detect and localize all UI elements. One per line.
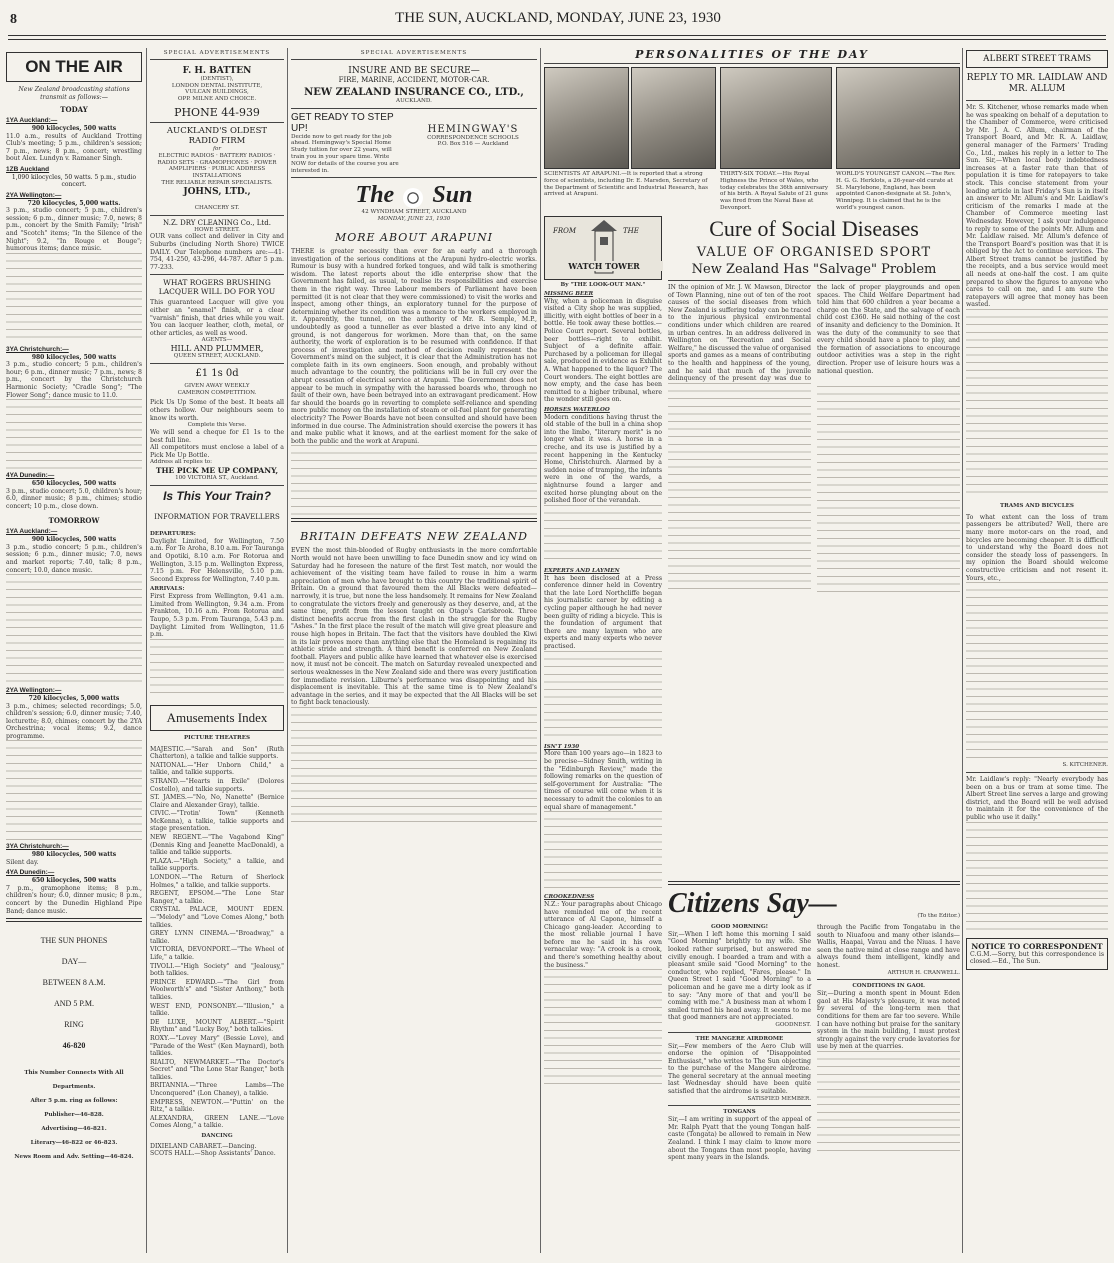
photo-caption: SCIENTISTS AT ARAPUNI.—It is reported that a strong force of scientists, including Dr. E. Marsden, Secretary of the Department of Scientific and Industrial Research, has arrived at Arapuni.: [544, 171, 708, 198]
amusement-listing: BRITANNIA.—"Three Lambs—The Unconquered" (Lon Chaney), a talkie.: [150, 1082, 284, 1098]
amusement-listing: EMPRESS, NEWTON.—"Puttin' on the Ritz," a talkie.: [150, 1098, 284, 1114]
watch-tower-text: Why, when a policeman in disguise visited a City shop he was supplied, illicitly, with eight bottles of beer in a bottle. He took away these bottles.—Police Court report. Several bottles, beer bottles—right to exhibit. Subject of a definite affair. Purchased by a policeman for illegal sale, produced in evidence as Exhibit A. What happened to the liquor? The Court wonders. The eight bottles are now empty, and the case has been remitted to a higher tribunal, where the wonder still goes on.: [544, 297, 662, 404]
amusements-list: [150, 746, 284, 1131]
station-name: 1YA Auckland:—: [6, 117, 58, 125]
scientist-photo: [544, 67, 629, 169]
phones-line: RING: [64, 1020, 84, 1030]
train-subtitle: INFORMATION FOR TRAVELLERS: [154, 513, 280, 522]
letter-body: Sir,—When I left home this morning I said "Good Morning" brightly to my wife. She looked rather surprised, but answered me civilly enough. I boarded a tram and with a pleasant smile said "Good Morning" to the conductor, who replied, "Fares, please." In Queen Street I said "Good Morning" to a policeman and he gave me a dirty look as if to say: "Any more of that and you'll be coming with me." A business man at whom I smiled turned his head away. It seems to me that good manners are not appreciated.: [668, 930, 811, 1022]
pick-me-up-ad: [150, 368, 284, 482]
amusement-listing: NATIONAL.—"Her Unborn Child," a talkie, and talkie supports.: [150, 761, 284, 777]
page-number: 8: [10, 12, 17, 27]
station-name: 4YA Dunedin:—: [6, 869, 55, 877]
watch-tower-text: N.Z.: Your paragraphs about Chicago have reminded me of the recent utterance of Al Capone, himself a Chicago gang-leader. According to the most reliable journal I have before me he said in his own vernacular way: "A crook is a crook, and there's something healthy about the business.": [544, 900, 662, 969]
text-filler: [544, 969, 662, 1089]
letter-signature: SATISFIED MEMBER.: [747, 1095, 811, 1102]
watch-tower-subhead: CROOKEDNESS: [544, 894, 595, 901]
arrivals-heading: ARRIVALS:: [150, 586, 185, 593]
divider: [817, 979, 960, 980]
station-spec: 980 kilocycles, 500 watts: [31, 353, 117, 361]
special-ads-header: SPECIAL ADVERTISEMENTS: [150, 48, 284, 60]
amusement-listing: REGENT, EPSOM.—"The Lone Star Ranger," a talkie.: [150, 890, 284, 905]
hemingway-ad: [291, 112, 537, 175]
text-filler: [544, 651, 662, 741]
letter-signature: S. KITCHENER.: [1062, 762, 1108, 769]
letter-heading: TONGANS: [723, 1109, 756, 1116]
nameplate-date: MONDAY, JUNE 23, 1930: [377, 216, 451, 223]
radio-headline: RADIO FIRM: [188, 135, 246, 146]
cure-headline: Cure of Social Diseases: [709, 216, 919, 241]
batten-line: OPP. MILNE AND CHOICE.: [177, 96, 257, 103]
citizens-say-subtitle: (To the Editor.): [917, 913, 960, 920]
lacquer-agent-name: HILL AND PLUMMER,: [170, 344, 264, 354]
competition-text: Pick Us Up Some of the best. It beats all others hollow. Our neighbours seem to know its worth.: [150, 399, 284, 422]
phones-footer-line: Literary—46-822 or 46-823.: [30, 1140, 118, 1147]
amusement-listing: GREY LYNN CINEMA.—"Broadway," a talkie.: [150, 930, 284, 945]
station-listing: [6, 869, 142, 915]
text-filler: [544, 505, 662, 565]
batten-ad: [150, 66, 284, 119]
divider: [291, 108, 537, 109]
hemingway-headline: GET READY TO STEP UP!: [291, 111, 394, 134]
amusement-listing: DE LUXE, MOUNT ALBERT.—"Spirit Rhythm" and "Lucky Boy," both talkies.: [150, 1018, 284, 1034]
text-filler: [150, 639, 284, 699]
trams-bicycles-heading: TRAMS AND BICYCLES: [1000, 503, 1074, 510]
competition-line: All competitors must enclose a label of a Pick Me Up Bottle.: [150, 444, 284, 459]
column-rule: [540, 48, 541, 1253]
insure-company: NEW ZEALAND INSURANCE CO., LTD.,: [304, 86, 524, 98]
editorial-column: [291, 48, 537, 1253]
station-programme: 3 p.m., studio concert; 5 p.m., children's hour; 6 p.m., dinner music; 7 p.m., news; 8 p.m., concert by the Christchurch Harmonic Society; "Cradle Song"; "The Flower Song"; dance music to 11.0.: [6, 361, 142, 399]
competition-line: We will send a cheque for £1 1s to the best full line.: [150, 429, 284, 444]
station-spec: 900 kilocycles, 500 watts: [31, 125, 117, 133]
station-spec: 720 kilocycles, 5,000 watts: [28, 695, 120, 703]
column-rule: [962, 48, 963, 1253]
insure-headline: INSURE AND BE SECURE—: [348, 65, 480, 76]
on-the-air-title: ON THE AIR: [6, 52, 142, 82]
batten-line: VULCAN BUILDINGS,: [185, 89, 249, 96]
lacquer-ad: [150, 278, 284, 360]
lacquer-agent-address: QUEEN STREET, AUCKLAND.: [173, 353, 261, 360]
watch-tower-byline: By "THE LOOK-OUT MAN.": [560, 282, 646, 288]
phones-footer-line: After 5 p.m. ring as follows:: [30, 1098, 118, 1105]
phones-number: 46-820: [62, 1041, 86, 1051]
station-name: 2YA Wellington:—: [6, 191, 62, 199]
phones-line: AND 5 P.M.: [53, 999, 94, 1009]
today-heading: TODAY: [60, 105, 88, 115]
station-name: 1ZB Auckland: [6, 165, 50, 173]
station-name: 2YA Wellington:—: [6, 687, 62, 695]
amusement-listing: RIALTO, NEWMARKET.—"The Doctor's Secret" and "The Lone Star Ranger," both talkies.: [150, 1058, 284, 1081]
photo-caption: WORLD'S YOUNGEST CANON.—The Rev. H. G. G. Herklots, a 26-year-old curate at St. Marylebone, England, has been appointed Canon-designate at St. John's, Winnipeg. It is claimed that he is the world's youngest canon.: [836, 171, 956, 211]
watch-tower-column: [544, 216, 662, 1089]
divider: [150, 485, 284, 486]
lacquer-title: WHAT ROGERS BRUSHING LACQUER WILL DO FOR YOU: [158, 278, 276, 297]
phones-footer: [6, 1066, 142, 1164]
amusement-listing: LONDON.—"The Return of Sherlock Holmes," a talkie, and talkie supports.: [150, 874, 284, 889]
sun-phones-box: [6, 930, 142, 1056]
cure-body-continued: [668, 383, 960, 593]
insure-types: FIRE, MARINE, ACCIDENT, MOTOR-CAR.: [338, 75, 490, 84]
divider: [668, 1105, 811, 1106]
station-programme: 3 p.m., studio concert; 5.0, children's hour; 6.0, dinner music; 8 p.m., chimes; studio concert; 10 p.m., close down.: [6, 487, 142, 510]
watch-tower-subhead: HORSES WATERLOO: [544, 406, 610, 413]
text-filler: [966, 309, 1108, 499]
cure-body: IN the opinion of Mr. J. W. Mawson, Director of Town Planning, nine out of ten of the root causes of the social diseases from which New Zealand is suffering today can be traced to the injurious physical environmental conditions under which children are reared in urban centres. In an address delivered in Wellington on "Recreation and Social Welfare," he discussed the value of organised sports and games as a means of contributing to the health and happiness of the young, and he said that much of the juvenile delinquency of the present day was due to the lack of proper playgrounds and open spaces. The Child Welfare Department had told him that 600 children a year became a charge on the State, and the salvage of each child cost £360. He said nothing of the cost of insanity and deficiency to the Dominion. It was the duty of the community to see that every child should have a place to play, and the formation of associations to encourage outdoor activities was a step in the right direction. Proper use of leisure hours was a national question.: [668, 284, 960, 383]
dancing-heading: DANCING: [201, 1133, 233, 1140]
divider: [150, 363, 284, 364]
text-filler: [6, 253, 142, 343]
text-filler: [668, 383, 960, 593]
station-spec: 720 kilocycles, 5,000 watts.: [27, 199, 121, 207]
train-info: [150, 489, 284, 699]
watch-tower-text: Modern conditions having thrust the old stable of the bull in a china shop into the limbo, "literary merit" is no longer what it was. A horse in a creche, and its use is justified by a recent happening in the Kentucky Home, Christchurch. Alarmed by a sudden noise of tramping, the infants were in one of the wards, a nightnurse found a larger and excited horse plunging about on the polished floor of the verandah.: [544, 413, 662, 505]
batten-name: F. H. BATTEN: [182, 65, 252, 76]
station-spec: 980 kilocycles, 500 watts: [31, 851, 117, 859]
hemingway-sub: CORRESPONDENCE SCHOOLS: [427, 134, 519, 141]
prince-of-wales-photo: [720, 67, 832, 169]
competition-prize: £1 1s 0d: [195, 367, 239, 379]
watch-tower-subhead: EXPERTS AND LAYMEN: [544, 567, 620, 574]
station-spec: 1,090 kilocycles, 50 watts. 5 p.m., studio concert.: [11, 173, 137, 189]
station-spec: 900 kilocycles, 500 watts: [31, 536, 117, 544]
radio-ad: [150, 126, 284, 212]
divider: [150, 215, 284, 216]
cure-article: [668, 216, 960, 593]
insure-city: AUCKLAND.: [396, 97, 432, 104]
competition-line: GIVEN AWAY WEEKLY: [184, 382, 250, 389]
sun-emblem-icon: [403, 188, 423, 208]
radio-address: CHANCERY ST.: [194, 204, 240, 211]
albert-street-title: ALBERT STREET TRAMS: [966, 50, 1108, 68]
station-programme: 3 p.m., studio concert; 5 p.m., children's session; 6 p.m., dinner music; 7.0, news; 8 p.m., concert by the Smith Family; "Irish" and "Scotch" items; "In the Silence of the Night"; 9.2, "In Rouge et Bouge"; humorous items; dance music.: [6, 207, 142, 253]
station-listing: [6, 528, 142, 684]
station-name: 1YA Auckland:—: [6, 528, 58, 536]
amusements-index-title: Amusements Index: [150, 705, 284, 731]
text-filler: [6, 574, 142, 684]
amusement-listing: TIVOLI.—"High Society" and "Jealousy," both talkies.: [150, 962, 284, 978]
albert-street-body: Mr. S. Kitchener, whose remarks made when he was speaking on behalf of a deputation to the Chamber of Commerce, were criticised by Mr. J. A. C. Allum, chairman of the Transport Board, and Mr. R. A. Laidlaw, general manager of the Farmers' Trading Co., Ltd., makes his reply in a letter to The Sun. Sir,—When local body indebtedness increases at a faster rate than that of population it is time for ratepayers to take stock. This concise statement from your leading article in last Friday's Sun is in itself an answer to Mr. Allum's and Mr. Laidlaw's criticism of the remarks I made at the Chamber of Commerce meeting last Wednesday. However, I ask your indulgence to reply to some of the points Mr. Allum and Mr. Laidlaw raised. Mr. Allum's defence of the Transport Board's position was that it is obliged by the Act to continue services. The Albert Street trams cannot be justified by the receipts, and a bus service would meet all needs at one-half the cost. I am quite prepared to show the figures to anyone who cares to call on me, and I am sure the ratepayers will agree that money has been wasted.: [966, 104, 1108, 309]
personality-card: [720, 67, 832, 212]
cure-subhead-2: New Zealand Has "Salvage" Problem: [691, 262, 937, 277]
lacquer-agents: AGENTS—: [201, 337, 233, 344]
notice-text: C.G.M.—Sorry, but this correspondence is closed.—Ed., The Sun.: [970, 950, 1104, 966]
competition-line: Address all replies to:: [150, 459, 212, 466]
editorial-body: THERE is greater necessity than ever for an early and a thorough investigation of the serious conditions at the Arapuni hydro-electric works. Rumour is busy with a hundred forked tongues, and wild talk is smothering wisdom. The latest reports about the idle enterprise show that the Government has failed, as usual, to realise its responsibilities and exercise them in the right way. Three Labour members of Parliament have been permitted (it is not clear that they were commissioned) to visit the works and inspect, among other things, an exploratory tunnel for the purpose of determining whether its condition was a menace to the workers employed in it. Apparently, the tunnel, on the authority of Mr. R. Semple, M.P., undoubtedly as good a tunneller as ever blasted a drive into any kind of ground, is not dangerous for workmen. More than that, on the same authority, the work of exploration is to be resumed with confidence. If that process of investigation and method of decision really represent the Government's mind on the subject, it is clear that the Administration has not complete faith in its own engineers. Soon enough, and probably without much advantage to the country, the politicians will be in full cry over the abrupt cessation of electrical service at Arapuni. The Government does not appear to be much in sympathy with the harassed boards who, through no fault of their own, have been betrayed into an extravagant predicament. How far should the boards go in reverting to complete self-reliance and spending more public money on the installation of steam or oil-fuel plant for generating electricity? The Power Boards have not been consulted and should have been informed in due course. The Administration should exercise the powers it has and make public what it knows, and at the earliest moment for the sake of both the public and the work at Arapuni.: [291, 247, 537, 445]
station-listing: [6, 472, 142, 510]
station-listing: [6, 346, 142, 469]
personality-card: [836, 67, 960, 212]
tomorrow-heading: TOMORROW: [48, 516, 100, 526]
letter-heading: GOOD MORNING!: [710, 924, 769, 930]
station-listing: [6, 843, 142, 866]
phones-footer-line: Advertising—46-821.: [41, 1126, 107, 1133]
amusement-listing: PRINCE EDWARD.—"The Girl from Woolworth's" and "Sister Anthony," both talkies.: [150, 978, 284, 1001]
station-programme: 11.0 a.m., results of Auckland Trotting Club's meeting; 5 p.m., children's session; 7 p.m., news; 8 p.m., concert; wrestling bout Alex. Lundyn v. Ramaner Singh.: [6, 132, 142, 163]
text-filler: [817, 1051, 960, 1151]
amusement-listing: ALEXANDRA, GREEN LANE.—"Love Comes Along," a talkie.: [150, 1114, 284, 1130]
amusement-listing: MAJESTIC.—"Sarah and Son" (Ruth Chatterton), a talkie and talkie supports.: [150, 745, 284, 761]
text-filler: [544, 811, 662, 891]
dry-cleaning-ad: [150, 219, 284, 272]
nameplate-address: 42 WYNDHAM STREET, AUCKLAND: [361, 209, 467, 216]
batten-line: LONDON DENTAL INSTITUTE,: [171, 82, 263, 89]
amusement-listing: NEW REGENT.—"The Vagabond King" (Dennis King and Jeanette MacDonald), a talkie and talkie supports.: [150, 834, 284, 857]
radio-tagline: THE RELIABLE REPAIR SPECIALISTS.: [161, 179, 273, 186]
text-filler: [966, 822, 1108, 932]
divider: [668, 881, 960, 885]
phones-line: BETWEEN 8 A.M.: [42, 978, 106, 988]
column-rule: [146, 48, 147, 1253]
amusement-listing: PLAZA.—"High Society," a talkie, and talkie supports.: [150, 857, 284, 873]
letter-body: Sir,—Few members of the Aero Club will endorse the opinion of "Disappointed Enthusiast," who writes to The Sun objecting to the purchase of the Mangere airdrome. The general secretary at the annual meeting last Wednesday should have been quite satisfied that the airdrome is suitable.: [668, 1042, 811, 1096]
insurance-ad: [291, 66, 537, 105]
station-listing: [6, 166, 142, 189]
amusement-listing: CRYSTAL PALACE, MOUNT EDEN.—"Melody" and "Love Comes Along," both talkies.: [150, 906, 284, 929]
dancing-item: DIXIELAND CABARET.—Dancing.: [150, 1142, 257, 1150]
cure-subhead: VALUE OF ORGANISED SPORT: [696, 245, 932, 260]
news-column: [544, 48, 960, 1253]
masthead-rule: [8, 35, 1106, 40]
phones-footer-line: News Room and Adv. Setting—46-824.: [14, 1154, 134, 1161]
logo-the: THE: [623, 227, 639, 235]
pick-me-up-company: THE PICK ME UP COMPANY,: [155, 466, 279, 476]
editorial-body: EVEN the most thin-blooded of Rugby enthusiasts in the more comfortable North would not have been unwilling to face Dunedin snow and icy wind on Saturday had he foreseen the nature of the first Test match, nor would the achievement of the visiting team have failed to rouse in him a warm appreciation of men who have brought to this country the traditional spirit of Britain. On a ground that favoured them the All Blacks were defeated—narrowly, it is true, but none the less handsomely. It remains for New Zealand to congratulate the victors freely and generously as they deserve, and, at the same time, profit from the lesson taught on Otago's Carisbrook. Three distinct benefits accrue from the first clash in the struggle for the Rugby "Ashes." In the first place the result of the match will give great pleasure and rouse high hopes in Britain. The fact that the visitors have doubled the Kiwi in its lair proves more than anything else that the Homeland is regaining its athletic stride and strength. A third benefit is conferred on New Zealand football. Players and public alike have learned that whatever else is exercised now, it must not be conceit. The match on Saturday revealed unexpected and serious weaknesses in the New Zealand side and there was every justification for immediate revision. Lilburne's performance was disappointing and his displacement is inevitable. This at the same time is to New Zealand's advantage in the series, and it may be expected that the All Blacks will be set to fight back tenaciously.: [291, 547, 537, 707]
editorial-title: BRITAIN DEFEATS NEW ZEALAND: [300, 530, 528, 544]
radio-for: for: [212, 145, 222, 152]
divider: [668, 280, 960, 281]
watch-tower-text: More than 100 years ago—in 1823 to be precise—Sidney Smith, writing in the "Edinburgh Review," made the following remarks on the question of self-government for Australia: "The times of course will come when it is necessary to admit the colonies to an equal share of management.": [544, 750, 662, 811]
text-filler: [966, 582, 1108, 762]
radio-headline: AUCKLAND'S OLDEST: [166, 125, 268, 136]
pick-me-up-address: 100 VICTORIA ST., Auckland.: [175, 475, 259, 482]
phones-footer-line: Publisher—46-828.: [44, 1112, 104, 1119]
masthead: [8, 6, 1106, 40]
personalities-heading: PERSONALITIES OF THE DAY: [544, 48, 960, 64]
divider: [966, 100, 1108, 101]
letter-heading: CONDITIONS IN GAOL: [852, 983, 925, 990]
station-listing: [6, 192, 142, 343]
masthead-title: THE SUN, AUCKLAND, MONDAY, JUNE 23, 1930: [395, 10, 721, 26]
divider: [150, 274, 284, 275]
watch-tower-subhead: MISSING BEER: [544, 290, 594, 297]
text-filler: [291, 707, 537, 827]
phones-line: DAY—: [61, 957, 87, 967]
picture-theatres-heading: PICTURE THEATRES: [183, 734, 251, 741]
albert-street-column: [966, 48, 1108, 1253]
letter-signature: ARTHUR H. CRANWELL.: [887, 969, 960, 976]
phones-line: THE SUN PHONES: [40, 936, 108, 946]
on-the-air-column: [6, 48, 142, 1253]
arrivals-text: First Express from Wellington, 9.41 a.m. Limited from Wellington, 9.34 a.m. From Frankton, 10.16 a.m. From Rotorua and Taupo, 5.3 p.m. From Tauranga, 5.43 p.m. Daylight Limited from Wellington, 11.6 p.m.: [150, 593, 284, 639]
dancing-item: SCOTS HALL.—Shop Assistants' Dance.: [150, 1150, 276, 1158]
text-filler: [6, 740, 142, 840]
notice-box: [966, 938, 1108, 970]
departures-text: Daylight Limited, for Wellington, 7.50 a.m. For Te Aroha, 8.10 a.m. For Tauranga and Opotiki, 8.10 a.m. For Rotorua and Wellington, 3.15 p.m. Wellington Express, 7.15 p.m. For Helensville, 5.10 p.m. Second Express for Wellington, 7.40 p.m.: [150, 537, 284, 583]
special-ads-column-left: [150, 48, 284, 1253]
phones-footer-line: This Number Connects With All Departments.: [24, 1070, 124, 1091]
dry-cleaning-address: HOWE STREET.: [194, 226, 240, 233]
logo-name: WATCH TOWER: [545, 261, 663, 271]
watch-tower-subhead: ISN'T 1930: [544, 743, 580, 750]
text-filler: [291, 445, 537, 515]
personality-card: [544, 67, 716, 212]
watch-tower-text: It has been disclosed at a Press conference dinner held in Coventry that the late Lord Northcliffe began his journalistic career by editing a cycling paper although he had never been guilty of riding a bicycle. This is the foundation of argument that there are many laymen who are experts and many experts who never practised.: [544, 574, 662, 650]
radio-firm-name: JOHNS, LTD.,: [183, 186, 251, 197]
special-ads-header: SPECIAL ADVERTISEMENTS: [291, 48, 537, 60]
citizens-say-title: Citizens Say—: [668, 888, 837, 919]
station-spec: 650 kilocycles, 500 watts: [31, 877, 117, 885]
departures-heading: DEPARTURES:: [150, 531, 196, 538]
station-name: 3YA Christchurch:—: [6, 843, 69, 851]
amusement-listing: VICTORIA, DEVONPORT.—"The Wheel of Life," a talkie.: [150, 946, 284, 961]
station-programme: Silent day.: [6, 858, 39, 866]
station-name: 3YA Christchurch:—: [6, 345, 69, 353]
editorial-title: MORE ABOUT ARAPUNI: [334, 230, 494, 244]
amusement-listing: CIVIC.—"Trotin' Town" (Kenneth McKenna), a talkie, talkie supports and stage presentation.: [150, 810, 284, 833]
letter-body: Sir,—I am writing in support of the appeal of Mr. Ralph Pyatt that the young Tongan half-caste (Tongata) be allowed to remain in New Zealand. I think I may claim to know more about the Tongans than most people, having spent many years in the Islands.: [668, 1116, 811, 1162]
batten-line: (DENTIST),: [200, 75, 234, 82]
station-programme: 7 p.m., gramophone items; 8 p.m., children's hour; 6.0, dinner music; 8 p.m., concert by the Dunedin Highland Pipe Band; dance music.: [6, 884, 142, 915]
dry-cleaning-text: OUR vans collect and deliver in City and Suburbs (including North Shore) TWICE DAILY. Our Telephone numbers are:—41-754, 41-250, 43-296, 44-787. After 5 p.m. 77-233.: [150, 233, 284, 271]
albert-street-subtitle: REPLY TO MR. LAIDLAW AND MR. ALLUM: [966, 73, 1108, 94]
divider: [150, 122, 284, 123]
personalities-photos: [544, 67, 960, 212]
divider: [291, 518, 537, 522]
letter-heading: THE MANGERE AIRDROME: [695, 1035, 784, 1042]
lacquer-text: This guaranteed Lacquer will give you either an "enamel" finish, or a clear "varnish" finish, that dries while you wait. You can lacquer leather, cloth, metal, or other articles, as well as wood.: [150, 299, 284, 337]
batten-phone: PHONE 44-939: [174, 105, 260, 119]
nameplate-the: The: [355, 182, 395, 209]
photo-caption: THIRTY-SIX TODAY.—His Royal Highness the Prince of Wales, who today celebrates the 36th anniversary of his birth. A Royal Salute of 21 guns was fired from the Naval Base at Devonport.: [720, 171, 829, 211]
letter-body: Sir,—During a month spent in Mount Eden gaol at His Majesty's pleasure, it was noted by several of the long-term men that conditions for them are far too severe. While I can have nothing but praise for the sanitary system in the main building, I must protest strongly against the very crude lavatories for use by men at the quarries.: [817, 990, 960, 1051]
competition-line: Complete this Verse.: [187, 422, 247, 429]
divider: [291, 177, 537, 178]
amusement-listing: STRAND.—"Hearts in Exile" (Dolores Costello), and talkie supports.: [150, 777, 284, 793]
hemingway-box: P.O. Box 516 — Auckland: [437, 141, 509, 148]
nameplate-sun: Sun: [432, 182, 473, 209]
watch-tower-logo: [544, 216, 662, 280]
text-filler: [6, 399, 142, 469]
column-rule: [287, 48, 288, 1253]
station-listing: [6, 687, 142, 840]
station-name: 4YA Dunedin:—: [6, 472, 55, 480]
competition-line: CAMERON COMPETITION.: [177, 389, 257, 396]
canon-photo: [836, 67, 960, 169]
station-spec: 650 kilocycles, 500 watts: [31, 480, 117, 488]
hemingway-name: HEMINGWAY'S: [427, 123, 519, 135]
scientist-photo: [631, 67, 716, 169]
albert-street-body: To what extent can the loss of tram passengers be attributed? Well, there are many more motor-cars on the road, and bicycles are becoming cheaper. It is difficult to understand why the Board does not consider the steady loss of passengers. In my opinion the Board should welcome constructive criticism and not resent it. Yours, etc.,: [966, 513, 1108, 582]
letter-body: through the Pacific from Tongatabu in the south to Niuafoou and many other islands—Wallis, Haapai, Vavau and the Niuas. I have seen the native mind at close range and have always found them intelligent, kindly and honest.: [817, 924, 960, 969]
amusement-listing: ST. JAMES.—"No, No, Nanette" (Bernice Claire and Alexander Gray), talkie.: [150, 794, 284, 809]
citizens-say-section: [668, 878, 960, 1162]
divider: [6, 918, 142, 922]
hemingway-text: Decide now to get ready for the job ahead. Hemingway's Special Home Study tuition for over 22 years, will train you in your spare time. Write NOW for details of the course you are interested in.: [291, 133, 399, 174]
albert-street-body: Mr. Laidlaw's reply: "Nearly everybody has been on a bus or tram at some time. The Albert Street line serves a large and growing district, and the Board will be well advised to maintain it for the convenience of the public who use it daily.": [966, 775, 1108, 821]
radio-list: ELECTRIC RADIOS · BATTERY RADIOS · RADIO SETS · GRAMOPHONES · POWER AMPLIFIERS · PUBLIC ADDRESS INSTALLATIONS: [157, 152, 277, 180]
amusement-listing: ROXY.—"Lovey Mary" (Bessie Love), and "Parade of the West" (Ken Maynard), both talkies.: [150, 1034, 284, 1058]
station-listing: [6, 117, 142, 163]
divider: [966, 772, 1108, 773]
on-the-air-intro: New Zealand broadcasting stations transmit as follows:—: [18, 86, 130, 101]
divider: [668, 1032, 811, 1033]
the-sun-nameplate: [291, 182, 537, 223]
station-programme: 3 p.m., chimes; selected recordings; 5.0, children's session; 6.0, dinner music; 7.40, lecturette; 8.0, chimes; concert by the 2YA Orchestrina; vocal items; 9.2, dance programme.: [6, 702, 142, 740]
station-programme: 3 p.m., studio concert; 5 p.m., children's session; 6 p.m., dinner music; 7.0, news and market reports; 7.40, talk; 8 p.m., concert; 10.0, dance music.: [6, 543, 142, 574]
logo-from: FROM: [553, 227, 577, 235]
dry-cleaning-title: N.Z. DRY CLEANING Co., Ltd.: [163, 218, 271, 227]
amusement-listing: WEST END, PONSONBY.—"Illusion," a talkie.: [150, 1002, 284, 1018]
letter-signature: GOODNEST.: [775, 1021, 811, 1028]
notice-title: NOTICE TO CORRESPONDENT: [971, 941, 1103, 951]
train-title: Is This Your Train?: [163, 489, 271, 504]
